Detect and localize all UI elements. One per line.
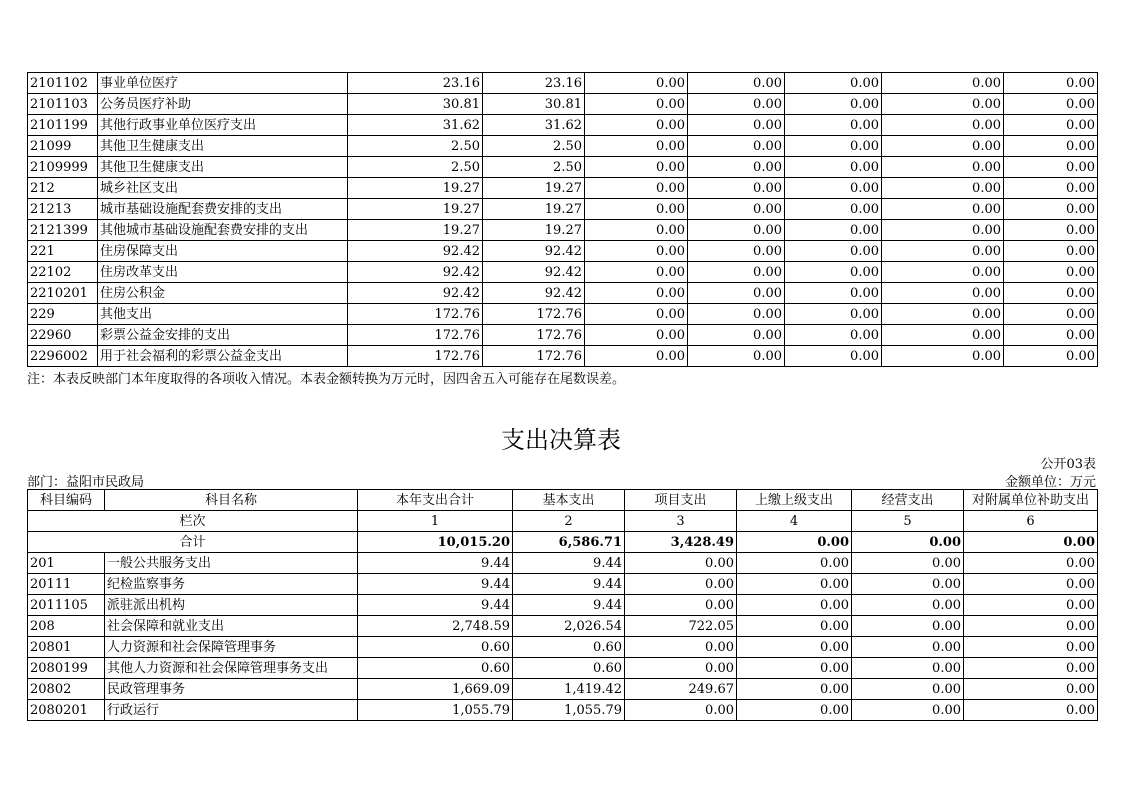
table-row xyxy=(28,262,1098,283)
amount-cell: 0.00 xyxy=(737,595,852,616)
subject-name-cell: 城市基础设施配套费安排的支出 xyxy=(98,199,348,220)
amount-cell: 0.00 xyxy=(882,199,1004,220)
subject-name-cell: 其他城市基础设施配套费安排的支出 xyxy=(98,220,348,241)
amount-cell: 0.00 xyxy=(585,73,688,94)
amount-cell: 0.60 xyxy=(513,637,625,658)
subject-code-cell: 20802 xyxy=(28,679,105,700)
amount-cell: 0.00 xyxy=(737,637,852,658)
total-value: 3,428.49 xyxy=(625,532,737,553)
amount-cell: 0.00 xyxy=(882,325,1004,346)
amount-cell: 1,669.09 xyxy=(358,679,513,700)
amount-cell: 2.50 xyxy=(483,136,585,157)
income-table xyxy=(27,72,1098,367)
amount-cell: 0.00 xyxy=(1004,262,1098,283)
table-row xyxy=(28,220,1098,241)
table-row xyxy=(28,94,1098,115)
subject-name-cell: 一般公共服务支出 xyxy=(105,553,358,574)
index-number: 3 xyxy=(625,511,737,532)
header-project-expense: 项目支出 xyxy=(625,490,737,511)
total-value: 0.00 xyxy=(852,532,964,553)
amount-cell: 0.00 xyxy=(585,283,688,304)
subject-name-cell: 事业单位医疗 xyxy=(98,73,348,94)
table-row xyxy=(28,325,1098,346)
subject-name-cell: 其他卫生健康支出 xyxy=(98,136,348,157)
amount-cell: 0.00 xyxy=(625,658,737,679)
amount-cell: 9.44 xyxy=(358,595,513,616)
amount-cell: 0.00 xyxy=(785,157,882,178)
amount-cell: 92.42 xyxy=(348,262,483,283)
expense-table-header-row xyxy=(28,490,1098,511)
amount-cell: 0.00 xyxy=(1004,241,1098,262)
amount-cell: 9.44 xyxy=(513,553,625,574)
subject-name-cell: 住房改革支出 xyxy=(98,262,348,283)
amount-cell: 92.42 xyxy=(348,241,483,262)
amount-cell: 0.60 xyxy=(358,658,513,679)
index-number: 5 xyxy=(852,511,964,532)
amount-cell: 0.00 xyxy=(625,574,737,595)
amount-cell: 0.00 xyxy=(585,241,688,262)
amount-cell: 0.00 xyxy=(785,136,882,157)
subject-code-cell: 2121399 xyxy=(28,220,98,241)
amount-cell: 92.42 xyxy=(348,283,483,304)
department-label: 部门：益阳市民政局 xyxy=(27,475,145,490)
table-row xyxy=(28,283,1098,304)
table-row xyxy=(28,553,1098,574)
amount-cell: 0.00 xyxy=(785,199,882,220)
total-value: 0.00 xyxy=(964,532,1098,553)
subject-name-cell: 其他支出 xyxy=(98,304,348,325)
index-number: 4 xyxy=(737,511,852,532)
header-total-expense: 本年支出合计 xyxy=(358,490,513,511)
amount-cell: 172.76 xyxy=(483,346,585,367)
subject-code-cell: 208 xyxy=(28,616,105,637)
amount-cell: 19.27 xyxy=(483,178,585,199)
subject-code-cell: 2109999 xyxy=(28,157,98,178)
subject-code-cell: 20801 xyxy=(28,637,105,658)
table-row xyxy=(28,73,1098,94)
amount-cell: 0.00 xyxy=(1004,94,1098,115)
amount-cell: 0.00 xyxy=(964,616,1098,637)
amount-cell: 0.00 xyxy=(1004,157,1098,178)
amount-cell: 0.00 xyxy=(1004,325,1098,346)
amount-cell: 0.60 xyxy=(513,658,625,679)
header-remit-superior: 上缴上级支出 xyxy=(737,490,852,511)
form-number: 公开03表 xyxy=(1040,457,1096,472)
header-operating-expense: 经营支出 xyxy=(852,490,964,511)
subject-code-cell: 221 xyxy=(28,241,98,262)
total-value: 6,586.71 xyxy=(513,532,625,553)
subject-name-cell: 其他卫生健康支出 xyxy=(98,157,348,178)
index-number: 2 xyxy=(513,511,625,532)
amount-cell: 0.00 xyxy=(585,325,688,346)
amount-cell: 0.00 xyxy=(585,157,688,178)
amount-cell: 0.00 xyxy=(688,157,785,178)
subject-name-cell: 行政运行 xyxy=(105,700,358,721)
amount-cell: 0.00 xyxy=(785,73,882,94)
amount-cell: 0.00 xyxy=(964,574,1098,595)
amount-cell: 172.76 xyxy=(348,304,483,325)
amount-cell: 0.00 xyxy=(852,700,964,721)
amount-cell: 1,419.42 xyxy=(513,679,625,700)
amount-cell: 19.27 xyxy=(483,220,585,241)
amount-cell: 0.00 xyxy=(688,73,785,94)
subject-name-cell: 纪检监察事务 xyxy=(105,574,358,595)
table-row xyxy=(28,241,1098,262)
amount-cell: 9.44 xyxy=(358,574,513,595)
amount-cell: 1,055.79 xyxy=(358,700,513,721)
amount-cell: 172.76 xyxy=(483,325,585,346)
amount-cell: 19.27 xyxy=(348,178,483,199)
subject-code-cell: 2296002 xyxy=(28,346,98,367)
amount-cell: 1,055.79 xyxy=(513,700,625,721)
index-label: 栏次 xyxy=(28,511,358,532)
amount-cell: 0.00 xyxy=(785,262,882,283)
amount-cell: 0.00 xyxy=(688,94,785,115)
amount-cell: 0.60 xyxy=(358,637,513,658)
amount-cell: 0.00 xyxy=(1004,136,1098,157)
amount-cell: 0.00 xyxy=(688,325,785,346)
amount-cell: 0.00 xyxy=(785,283,882,304)
table-row xyxy=(28,658,1098,679)
amount-cell: 0.00 xyxy=(688,136,785,157)
table-row xyxy=(28,346,1098,367)
subject-name-cell: 民政管理事务 xyxy=(105,679,358,700)
amount-cell: 0.00 xyxy=(585,115,688,136)
table-row xyxy=(28,115,1098,136)
total-value: 10,015.20 xyxy=(358,532,513,553)
amount-cell: 0.00 xyxy=(964,700,1098,721)
amount-cell: 2,026.54 xyxy=(513,616,625,637)
amount-cell: 0.00 xyxy=(785,325,882,346)
subject-code-cell: 21099 xyxy=(28,136,98,157)
amount-cell: 0.00 xyxy=(688,115,785,136)
amount-cell: 0.00 xyxy=(1004,283,1098,304)
amount-cell: 0.00 xyxy=(1004,220,1098,241)
amount-cell: 0.00 xyxy=(852,595,964,616)
amount-cell: 0.00 xyxy=(737,574,852,595)
amount-cell: 0.00 xyxy=(1004,304,1098,325)
table-row xyxy=(28,178,1098,199)
header-subject-code: 科目编码 xyxy=(28,490,105,511)
table-row xyxy=(28,700,1098,721)
amount-cell: 0.00 xyxy=(1004,178,1098,199)
amount-unit-label: 金额单位：万元 xyxy=(1004,475,1096,490)
subject-code-cell: 2210201 xyxy=(28,283,98,304)
table-row xyxy=(28,637,1098,658)
amount-cell: 9.44 xyxy=(358,553,513,574)
amount-cell: 722.05 xyxy=(625,616,737,637)
amount-cell: 19.27 xyxy=(348,220,483,241)
amount-cell: 0.00 xyxy=(585,304,688,325)
amount-cell: 0.00 xyxy=(585,136,688,157)
subject-code-cell: 2011105 xyxy=(28,595,105,616)
subject-code-cell: 229 xyxy=(28,304,98,325)
expense-table-total-row xyxy=(28,532,1098,553)
amount-cell: 0.00 xyxy=(688,346,785,367)
amount-cell: 0.00 xyxy=(737,616,852,637)
table-row xyxy=(28,595,1098,616)
amount-cell: 0.00 xyxy=(688,283,785,304)
expense-table xyxy=(27,489,1098,721)
amount-cell: 2.50 xyxy=(483,157,585,178)
expense-table-index-row xyxy=(28,511,1098,532)
subject-code-cell: 20111 xyxy=(28,574,105,595)
page-title: 支出决算表 xyxy=(501,426,621,454)
subject-code-cell: 212 xyxy=(28,178,98,199)
subject-name-cell: 城乡社区支出 xyxy=(98,178,348,199)
amount-cell: 19.27 xyxy=(483,199,585,220)
amount-cell: 0.00 xyxy=(964,658,1098,679)
amount-cell: 0.00 xyxy=(882,178,1004,199)
table-row xyxy=(28,679,1098,700)
amount-cell: 0.00 xyxy=(737,553,852,574)
amount-cell: 0.00 xyxy=(882,304,1004,325)
amount-cell: 92.42 xyxy=(483,241,585,262)
amount-cell: 0.00 xyxy=(625,595,737,616)
amount-cell: 0.00 xyxy=(688,178,785,199)
amount-cell: 0.00 xyxy=(882,283,1004,304)
amount-cell: 0.00 xyxy=(852,658,964,679)
amount-cell: 23.16 xyxy=(483,73,585,94)
table-row xyxy=(28,616,1098,637)
amount-cell: 0.00 xyxy=(882,73,1004,94)
amount-cell: 0.00 xyxy=(785,178,882,199)
amount-cell: 0.00 xyxy=(585,178,688,199)
amount-cell: 0.00 xyxy=(688,304,785,325)
amount-cell: 0.00 xyxy=(882,220,1004,241)
amount-cell: 0.00 xyxy=(785,346,882,367)
amount-cell: 0.00 xyxy=(625,553,737,574)
amount-cell: 0.00 xyxy=(688,262,785,283)
amount-cell: 2,748.59 xyxy=(358,616,513,637)
amount-cell: 0.00 xyxy=(785,241,882,262)
amount-cell: 0.00 xyxy=(964,637,1098,658)
amount-cell: 172.76 xyxy=(348,325,483,346)
subject-name-cell: 其他人力资源和社会保障管理事务支出 xyxy=(105,658,358,679)
total-label: 合计 xyxy=(28,532,358,553)
subject-name-cell: 用于社会福利的彩票公益金支出 xyxy=(98,346,348,367)
amount-cell: 249.67 xyxy=(625,679,737,700)
amount-cell: 0.00 xyxy=(882,136,1004,157)
subject-code-cell: 21213 xyxy=(28,199,98,220)
header-basic-expense: 基本支出 xyxy=(513,490,625,511)
expense-table-body xyxy=(28,553,1098,721)
subject-name-cell: 彩票公益金安排的支出 xyxy=(98,325,348,346)
header-subsidiary-subsidy: 对附属单位补助支出 xyxy=(964,490,1098,511)
subject-name-cell: 公务员医疗补助 xyxy=(98,94,348,115)
subject-code-cell: 22102 xyxy=(28,262,98,283)
subject-code-cell: 2080199 xyxy=(28,658,105,679)
amount-cell: 19.27 xyxy=(348,199,483,220)
amount-cell: 0.00 xyxy=(1004,115,1098,136)
amount-cell: 9.44 xyxy=(513,574,625,595)
subject-code-cell: 2101199 xyxy=(28,115,98,136)
amount-cell: 0.00 xyxy=(1004,346,1098,367)
amount-cell: 0.00 xyxy=(585,220,688,241)
amount-cell: 0.00 xyxy=(882,262,1004,283)
amount-cell: 30.81 xyxy=(348,94,483,115)
amount-cell: 0.00 xyxy=(737,679,852,700)
subject-name-cell: 社会保障和就业支出 xyxy=(105,616,358,637)
table-row xyxy=(28,136,1098,157)
amount-cell: 0.00 xyxy=(852,679,964,700)
amount-cell: 0.00 xyxy=(785,94,882,115)
subject-name-cell: 住房保障支出 xyxy=(98,241,348,262)
amount-cell: 0.00 xyxy=(852,574,964,595)
amount-cell: 0.00 xyxy=(852,553,964,574)
amount-cell: 0.00 xyxy=(585,262,688,283)
subject-code-cell: 2101102 xyxy=(28,73,98,94)
amount-cell: 0.00 xyxy=(688,220,785,241)
amount-cell: 0.00 xyxy=(737,658,852,679)
amount-cell: 0.00 xyxy=(964,553,1098,574)
amount-cell: 172.76 xyxy=(348,346,483,367)
index-number: 1 xyxy=(358,511,513,532)
amount-cell: 0.00 xyxy=(1004,199,1098,220)
amount-cell: 92.42 xyxy=(483,283,585,304)
table-row xyxy=(28,304,1098,325)
amount-cell: 0.00 xyxy=(585,346,688,367)
amount-cell: 9.44 xyxy=(513,595,625,616)
amount-cell: 31.62 xyxy=(348,115,483,136)
income-table-body xyxy=(28,73,1098,367)
total-value: 0.00 xyxy=(737,532,852,553)
amount-cell: 2.50 xyxy=(348,136,483,157)
amount-cell: 0.00 xyxy=(882,346,1004,367)
amount-cell: 0.00 xyxy=(852,616,964,637)
amount-cell: 0.00 xyxy=(964,595,1098,616)
table-row xyxy=(28,199,1098,220)
amount-cell: 0.00 xyxy=(785,115,882,136)
amount-cell: 0.00 xyxy=(785,304,882,325)
amount-cell: 0.00 xyxy=(882,241,1004,262)
amount-cell: 23.16 xyxy=(348,73,483,94)
subject-name-cell: 其他行政事业单位医疗支出 xyxy=(98,115,348,136)
amount-cell: 0.00 xyxy=(785,220,882,241)
amount-cell: 0.00 xyxy=(737,700,852,721)
amount-cell: 0.00 xyxy=(964,679,1098,700)
amount-cell: 0.00 xyxy=(852,637,964,658)
subject-name-cell: 人力资源和社会保障管理事务 xyxy=(105,637,358,658)
subject-name-cell: 派驻派出机构 xyxy=(105,595,358,616)
amount-cell: 0.00 xyxy=(688,199,785,220)
index-number: 6 xyxy=(964,511,1098,532)
amount-cell: 0.00 xyxy=(1004,73,1098,94)
subject-name-cell: 住房公积金 xyxy=(98,283,348,304)
amount-cell: 0.00 xyxy=(585,199,688,220)
income-table-note: 注：本表反映部门本年度取得的各项收入情况。本表金额转换为万元时，因四舍五入可能存在尾数误差。 xyxy=(27,372,626,387)
amount-cell: 172.76 xyxy=(483,304,585,325)
amount-cell: 0.00 xyxy=(882,94,1004,115)
amount-cell: 0.00 xyxy=(688,241,785,262)
table-row xyxy=(28,157,1098,178)
amount-cell: 31.62 xyxy=(483,115,585,136)
amount-cell: 92.42 xyxy=(483,262,585,283)
amount-cell: 0.00 xyxy=(585,94,688,115)
amount-cell: 0.00 xyxy=(625,637,737,658)
amount-cell: 0.00 xyxy=(882,157,1004,178)
subject-code-cell: 22960 xyxy=(28,325,98,346)
table-row xyxy=(28,574,1098,595)
amount-cell: 2.50 xyxy=(348,157,483,178)
amount-cell: 0.00 xyxy=(625,700,737,721)
subject-code-cell: 2080201 xyxy=(28,700,105,721)
subject-code-cell: 2101103 xyxy=(28,94,98,115)
amount-cell: 30.81 xyxy=(483,94,585,115)
subject-code-cell: 201 xyxy=(28,553,105,574)
amount-cell: 0.00 xyxy=(882,115,1004,136)
header-subject-name: 科目名称 xyxy=(105,490,358,511)
